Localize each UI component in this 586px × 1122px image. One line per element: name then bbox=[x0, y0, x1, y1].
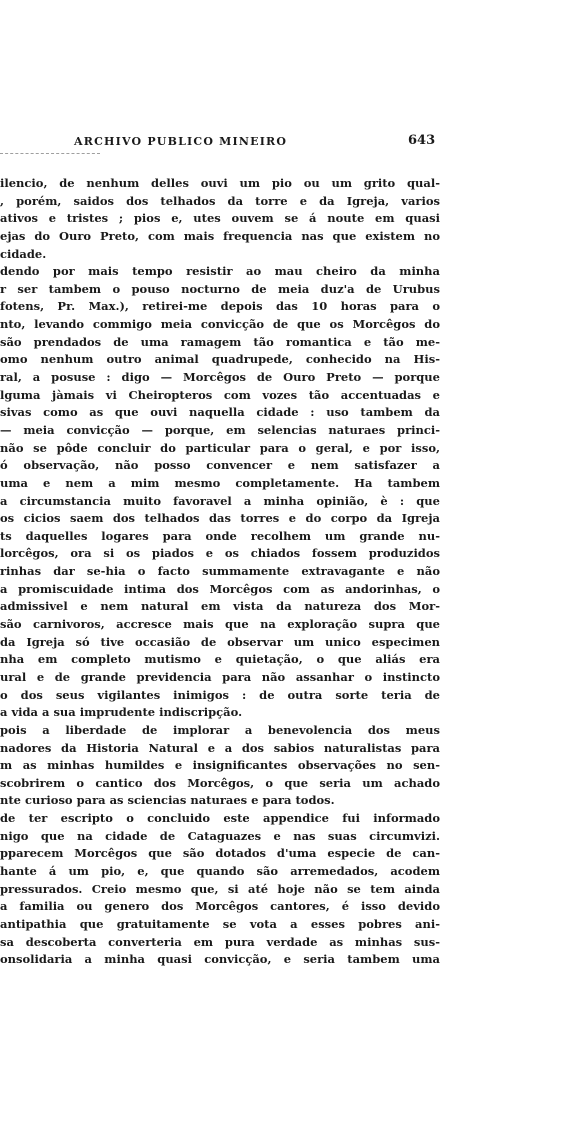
text-line: pressurados. Creio mesmo que, si até hoje não se tem ainda bbox=[0, 881, 440, 896]
text-line: sa descoberta converteria em pura verdade as minhas sus- bbox=[0, 934, 440, 949]
text-line: admissivel e nem natural em vista da natureza dos Mor- bbox=[0, 599, 440, 614]
text-line: ativos e tristes ; pios e, utes ouvem se á noute em quasi bbox=[0, 211, 440, 226]
text-line: hante á um pio, e, que quando são arremedados, acodem bbox=[0, 863, 440, 878]
page-header bbox=[0, 133, 586, 153]
text-line: nte curioso para as sciencias naturaes e para todos. bbox=[0, 793, 335, 808]
text-line: onsolidaria a minha quasi convicção, e seria tambem uma bbox=[0, 952, 440, 967]
text-line: antipathia que gratuitamente se vota a esses pobres ani- bbox=[0, 916, 440, 931]
text-line: nadores da Historia Natural e a dos sabios naturalistas para bbox=[0, 740, 440, 755]
text-line: dendo por mais tempo resistir ao mau cheiro da minha bbox=[0, 264, 440, 279]
text-line: lorcêgos, ora si os piados e os chiados fossem produzidos bbox=[0, 546, 440, 561]
page-number: 643 bbox=[408, 133, 436, 148]
text-line: a promiscuidade intima dos Morcêgos com as andorinhas, o bbox=[0, 581, 440, 596]
text-line: são prendados de uma ramagem tão romantica e tão me- bbox=[0, 334, 440, 349]
text-line: rinhas dar se-hia o facto summamente extravagante e não bbox=[0, 564, 440, 579]
text-line: , porém, saidos dos telhados da torre e da Igreja, varios bbox=[0, 193, 440, 208]
text-line: os cicios saem dos telhados das torres e do corpo da Igreja bbox=[0, 511, 440, 526]
text-line: ó observação, não posso convencer e nem satisfazer a bbox=[0, 458, 440, 473]
text-line: da Igreja só tive occasião de observar um unico especimen bbox=[0, 634, 440, 649]
text-line: r ser tambem o pouso nocturno de meia duz'a de Urubus bbox=[0, 281, 440, 296]
text-line: omo nenhum outro animal quadrupede, conhecido na His- bbox=[0, 352, 440, 367]
text-line: ral, a posuse : digo — Morcêgos de Ouro Preto — porque bbox=[0, 370, 440, 385]
text-line: fotens, Pr. Max.), retirei-me depois das 10 horas para o bbox=[0, 299, 440, 314]
text-line: são carnivoros, accresce mais que na exploração supra que bbox=[0, 617, 440, 632]
text-line: pois a liberdade de implorar a benevolencia dos meus bbox=[0, 722, 440, 737]
text-line: nigo que na cidade de Cataguazes e nas suas circumvizi. bbox=[0, 828, 440, 843]
text-line: a circumstancia muito favoravel a minha opinião, è : que bbox=[0, 493, 440, 508]
text-line: não se pôde concluir do particular para o geral, e por isso, bbox=[0, 440, 440, 455]
text-line: cidade. bbox=[0, 246, 47, 261]
running-head: ARCHIVO PUBLICO MINEIRO bbox=[74, 135, 288, 148]
text-line: scobrirem o cantico dos Morcêgos, o que seria um achado bbox=[0, 775, 440, 790]
text-line: uma e nem a mim mesmo completamente. Ha tambem bbox=[0, 475, 440, 490]
text-line: a vida a sua imprudente indiscripção. bbox=[0, 705, 243, 720]
header-rule bbox=[0, 153, 100, 154]
text-line: m as minhas humildes e insignificantes observações no sen- bbox=[0, 758, 440, 773]
text-line: sivas como as que ouvi naquella cidade : uso tambem da bbox=[0, 405, 440, 420]
text-line: de ter escripto o concluido este appendice fui informado bbox=[0, 811, 440, 826]
text-line: ejas do Ouro Preto, com mais frequencia nas que existem no bbox=[0, 228, 440, 243]
text-line: nto, levando commigo meia convicção de que os Morcêgos do bbox=[0, 317, 440, 332]
text-line: ural e de grande previdencia para não assanhar o instincto bbox=[0, 669, 440, 684]
text-line: o dos seus vigilantes inimigos : de outra sorte teria de bbox=[0, 687, 440, 702]
text-line: lguma jàmais vi Cheiropteros com vozes tão accentuadas e bbox=[0, 387, 440, 402]
text-line: — meia convicção — porque, em selencias naturaes princi- bbox=[0, 422, 440, 437]
text-line: ilencio, de nenhum delles ouvi um pio ou um grito qual- bbox=[0, 176, 440, 190]
text-line: ts daquelles logares para onde recolhem um grande nu- bbox=[0, 528, 440, 543]
text-line: nha em completo mutismo e quietação, o que aliás era bbox=[0, 652, 440, 667]
text-line: a familia ou genero dos Morcêgos cantores, é isso devido bbox=[0, 899, 440, 914]
text-line: pparecem Morcêgos que são dotados d'uma especie de can- bbox=[0, 846, 440, 861]
body-text bbox=[0, 175, 440, 969]
